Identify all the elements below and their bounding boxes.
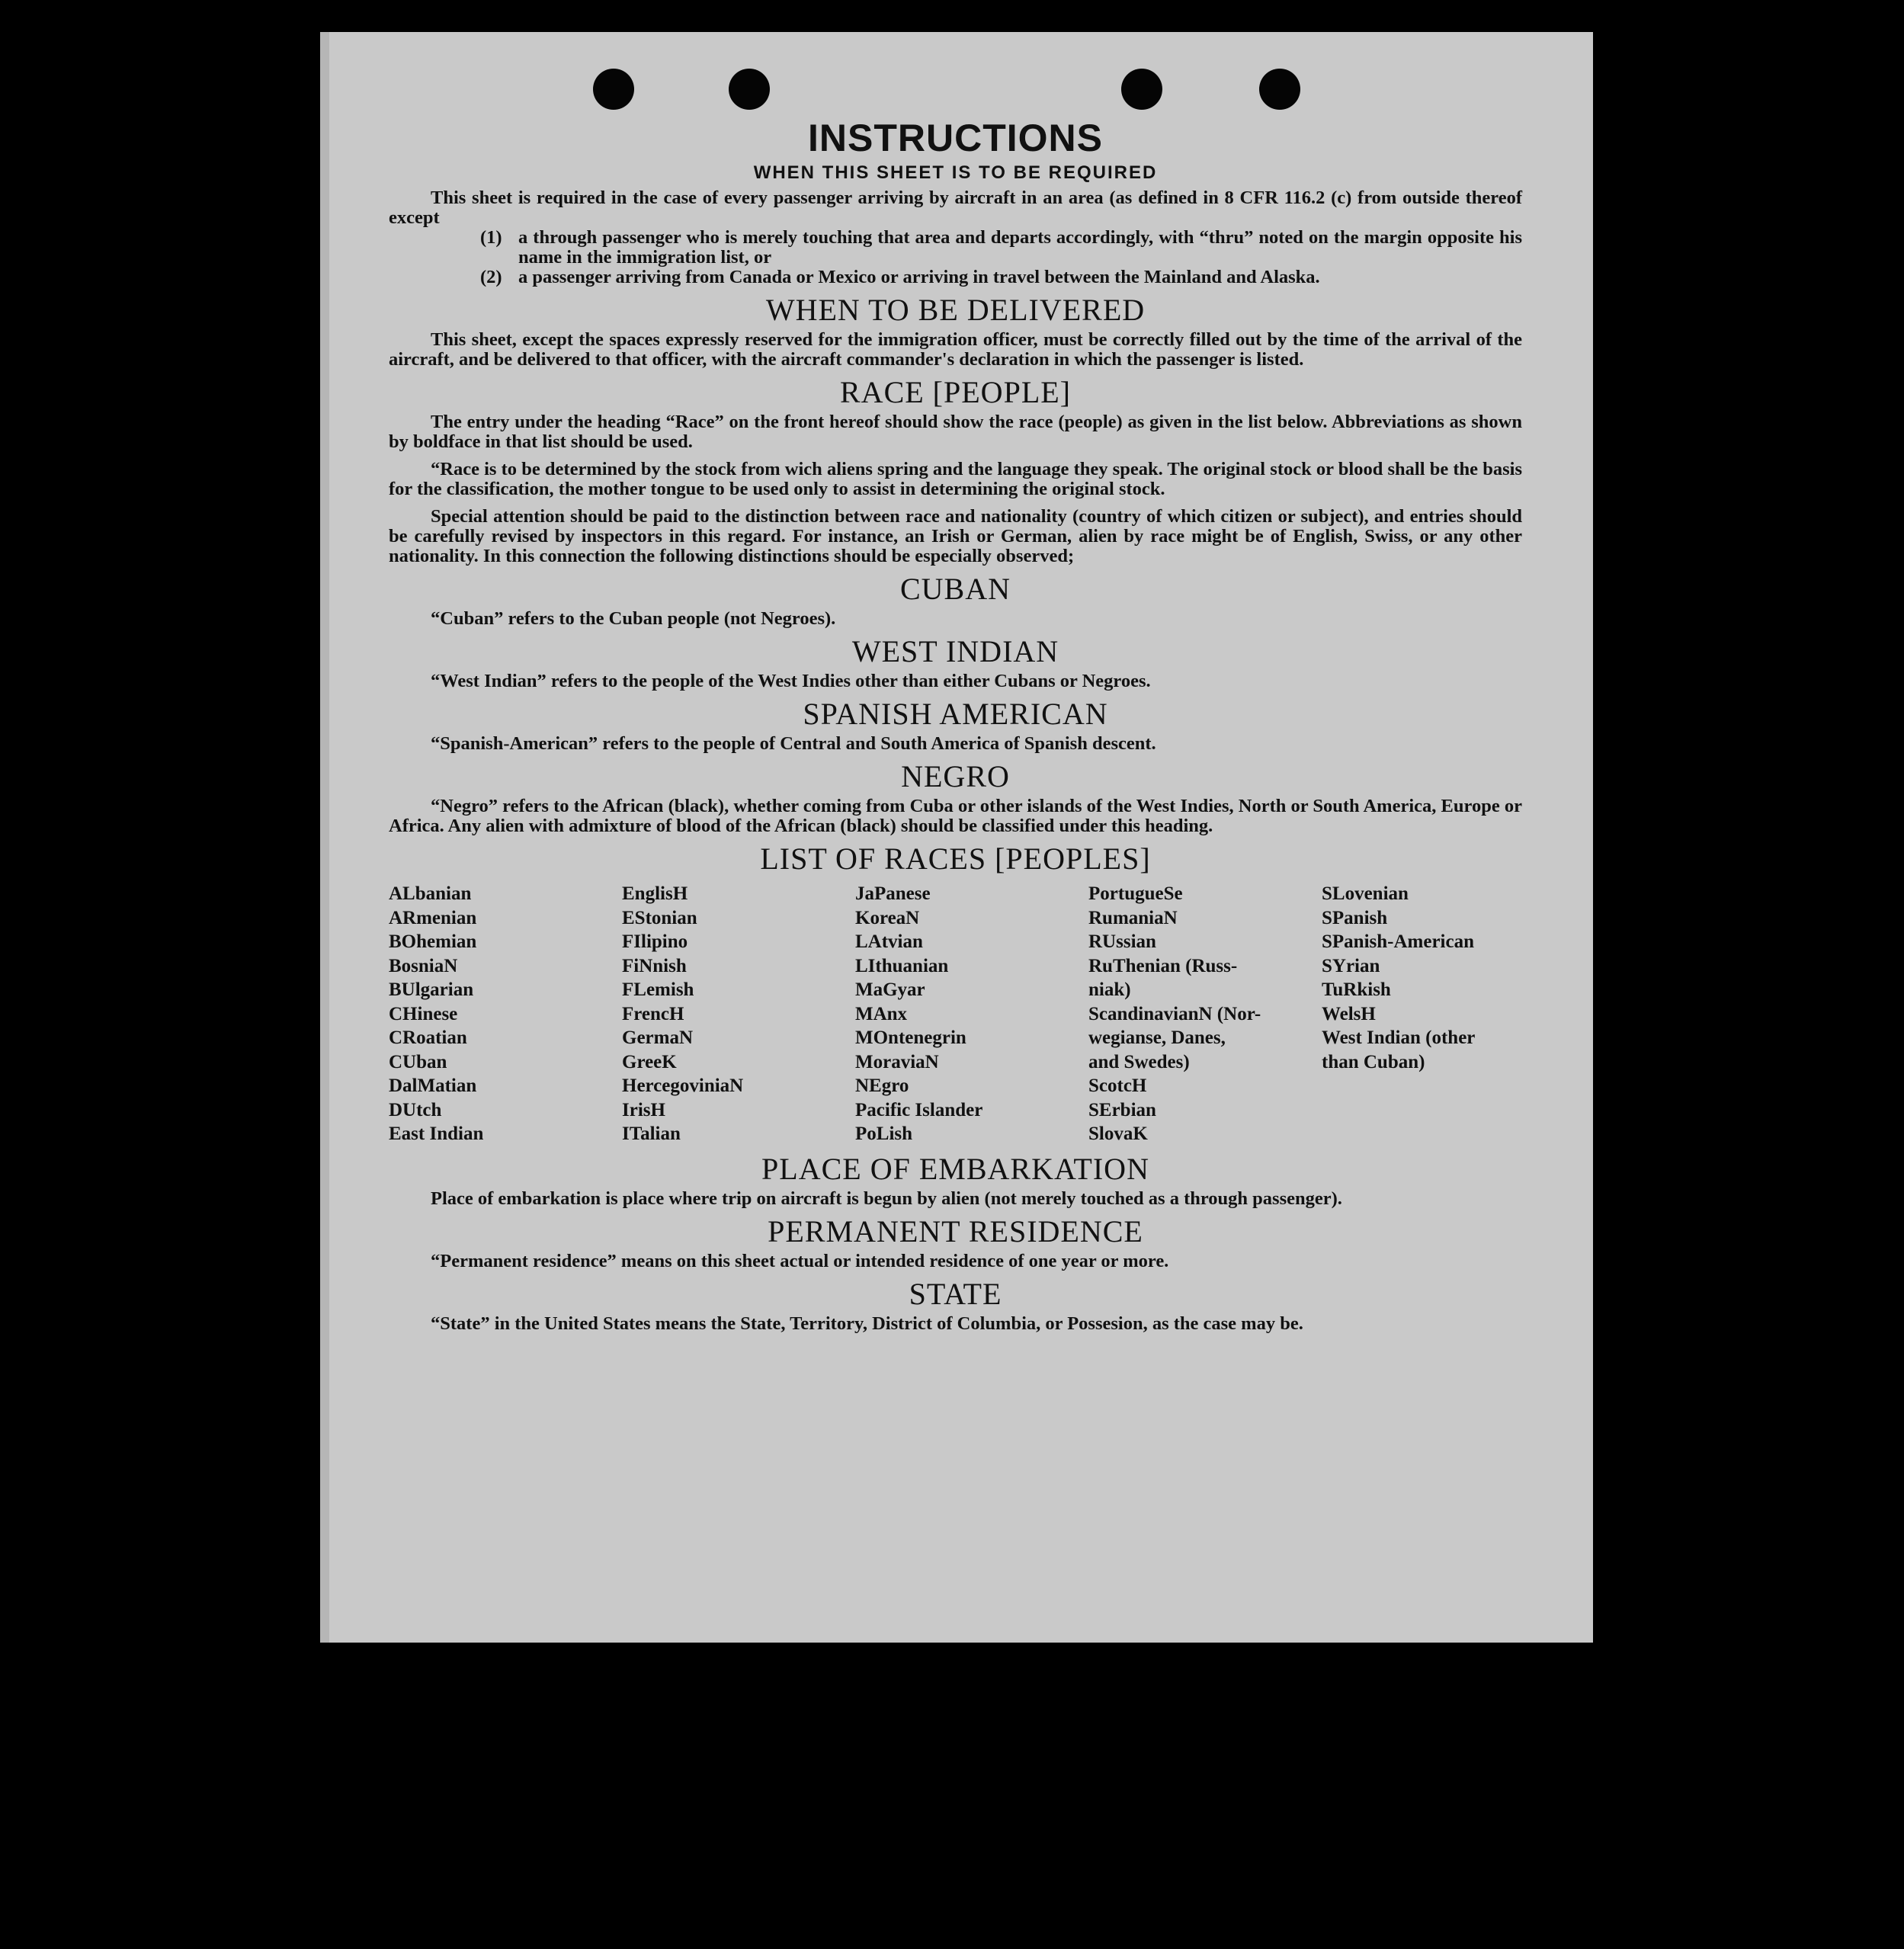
race-list-item: West Indian (other than Cuban) xyxy=(1322,1027,1476,1072)
section-heading: WEST INDIAN xyxy=(851,634,1059,668)
exception-text: a passenger arriving from Canada or Mexico or arriving in travel between the Mainland and Alaska. xyxy=(518,267,1320,287)
race-list-item: ScotcH xyxy=(1088,1075,1147,1096)
race-list-item: LAtvian xyxy=(855,931,923,952)
residence-text: “Permanent residence” means on this sheet actual or intended residence of one year or more. xyxy=(431,1250,1169,1271)
race-list-item: JaPanese xyxy=(855,883,931,904)
race-list-item: ARmenian xyxy=(389,907,477,928)
cuban-text: “Cuban” refers to the Cuban people (not Negroes). xyxy=(431,608,836,629)
race-list-item: EStonian xyxy=(622,907,697,928)
race-list-item: SYrian xyxy=(1322,955,1380,976)
race-list-item: SLovenian xyxy=(1322,883,1409,904)
race-list-item: HercegoviniaN xyxy=(622,1075,744,1096)
race-list-item: FrencH xyxy=(622,1003,684,1024)
page-title: INSTRUCTIONS xyxy=(808,117,1103,159)
exception-number: (1) xyxy=(480,227,502,248)
race-list-item: MoraviaN xyxy=(855,1051,939,1072)
race-list-item: SPanish-American xyxy=(1322,931,1474,952)
race-list-item: TuRkish xyxy=(1322,979,1391,1000)
race-list-item: DalMatian xyxy=(389,1075,477,1096)
when-required-intro: This sheet is required in the case of every passenger arriving by aircraft in an area (as defined in 8 CFR 116.2 (c) from outside thereof except xyxy=(389,188,1522,228)
races-column xyxy=(389,882,622,1146)
negro-text: “Negro” refers to the African (black), whether coming from Cuba or other islands of the West Indies, North or South America, Europe or Africa. Any alien with admixture of blood of the African (black) should be classified under this heading. xyxy=(389,796,1522,836)
race-paragraph: “Race is to be determined by the stock from wich aliens spring and the language they speak. The original stock or blood shall be the basis for the classification, the mother tongue to be used only to assist in determining the original stock. xyxy=(389,459,1522,499)
race-list-item: ALbanian xyxy=(389,883,472,904)
race-list-item: SlovaK xyxy=(1088,1124,1148,1144)
races-column xyxy=(1088,882,1322,1146)
west-indian-text: “West Indian” refers to the people of the West Indies other than either Cubans or Negroes. xyxy=(431,671,1151,691)
race-list-item: NEgro xyxy=(855,1075,909,1096)
race-list-item: DUtch xyxy=(389,1099,442,1120)
punch-hole xyxy=(1259,69,1300,110)
section-heading: LIST OF RACES [PEOPLES] xyxy=(760,841,1151,876)
race-list-item: ScandinavianN (Nor- wegianse, Danes, and Swedes) xyxy=(1088,1003,1261,1072)
races-list xyxy=(389,882,1522,1146)
race-list-item: EnglisH xyxy=(622,883,688,904)
punch-hole xyxy=(729,69,770,110)
race-list-item: IrisH xyxy=(622,1099,665,1120)
section-heading: NEGRO xyxy=(901,759,1010,793)
races-column xyxy=(622,882,855,1146)
race-list-item: BUlgarian xyxy=(389,979,474,1000)
section-heading: PLACE OF EMBARKATION xyxy=(761,1151,1149,1186)
race-list-item: CUban xyxy=(389,1051,447,1072)
spanish-american-text: “Spanish-American” refers to the people of Central and South America of Spanish descent. xyxy=(431,733,1156,754)
embarkation-text: Place of embarkation is place where trip on aircraft is begun by alien (not merely touched as a through passenger). xyxy=(431,1188,1342,1209)
race-list-item: SErbian xyxy=(1088,1099,1156,1120)
race-list-item: MAnx xyxy=(855,1003,908,1024)
race-list-item: BosniaN xyxy=(389,955,458,976)
race-list-item: LIthuanian xyxy=(855,955,949,976)
race-list-item: PoLish xyxy=(855,1124,913,1144)
when-delivered-text: This sheet, except the spaces expressly reserved for the immigration officer, must be correctly filled out by the time of the arrival of the aircraft, and be delivered to that officer, with the aircraft commander's declaration in which the passenger is listed. xyxy=(389,329,1522,370)
race-list-item: KoreaN xyxy=(855,907,920,928)
race-list-item: GermaN xyxy=(622,1027,694,1048)
instructions-body xyxy=(389,117,1522,1334)
race-list-item: WelsH xyxy=(1322,1003,1376,1024)
punch-hole xyxy=(593,69,634,110)
race-list-item: CRoatian xyxy=(389,1027,467,1048)
race-list-item: FIlipino xyxy=(622,931,688,952)
race-list-item: SPanish xyxy=(1322,907,1388,928)
race-list-item: MaGyar xyxy=(855,979,925,1000)
race-list-item: RUssian xyxy=(1088,931,1156,952)
punch-hole xyxy=(1121,69,1162,110)
section-heading: RACE [PEOPLE] xyxy=(840,375,1071,409)
race-list-item: ITalian xyxy=(622,1124,681,1144)
race-list-item: GreeK xyxy=(622,1051,677,1072)
exception-number: (2) xyxy=(480,267,502,287)
section-heading: PERMANENT RESIDENCE xyxy=(768,1213,1143,1249)
race-list-item: CHinese xyxy=(389,1003,458,1024)
race-list-item: BOhemian xyxy=(389,931,477,952)
race-list-item: FLemish xyxy=(622,979,694,1000)
exception-text: a through passenger who is merely touching that area and departs accordingly, with “thru” noted on the margin opposite his name in the immigration list, or xyxy=(518,227,1522,268)
race-paragraph: Special attention should be paid to the distinction between race and nationality (country of which citizen or subject), and entries should be carefully revised by inspectors in this regard. For instance, an Irish or German, alien by race might be of English, Swiss, or any other nationality. In this connection the following distinctions should be especially observed; xyxy=(389,506,1522,566)
races-column xyxy=(855,882,1088,1146)
race-list-item: Pacific Islander xyxy=(855,1099,983,1120)
race-list-item: East Indian xyxy=(389,1124,484,1144)
when-required-heading: WHEN THIS SHEET IS TO BE REQUIRED xyxy=(753,162,1158,183)
section-heading: STATE xyxy=(909,1276,1002,1311)
exception-item xyxy=(389,268,1522,287)
state-text: “State” in the United States means the State, Territory, District of Columbia, or Possesion, as the case may be. xyxy=(431,1313,1303,1334)
race-list-item: PortugueSe xyxy=(1088,883,1183,904)
section-heading: WHEN TO BE DELIVERED xyxy=(765,293,1146,327)
race-list-item: MOntenegrin xyxy=(855,1027,966,1048)
exception-item xyxy=(389,228,1522,268)
race-paragraph: The entry under the heading “Race” on the front hereof should show the race (people) as given in the list below. Abbreviations as shown by boldface in that list should be used. xyxy=(389,412,1522,452)
races-column xyxy=(1322,882,1522,1146)
document-sheet xyxy=(320,32,1593,1643)
race-list-item: RumaniaN xyxy=(1088,907,1178,928)
section-heading: CUBAN xyxy=(899,572,1011,606)
section-heading: SPANISH AMERICAN xyxy=(803,697,1108,731)
race-list-item: FiNnish xyxy=(622,955,687,976)
race-list-item: RuThenian (Russ- niak) xyxy=(1088,955,1238,1000)
